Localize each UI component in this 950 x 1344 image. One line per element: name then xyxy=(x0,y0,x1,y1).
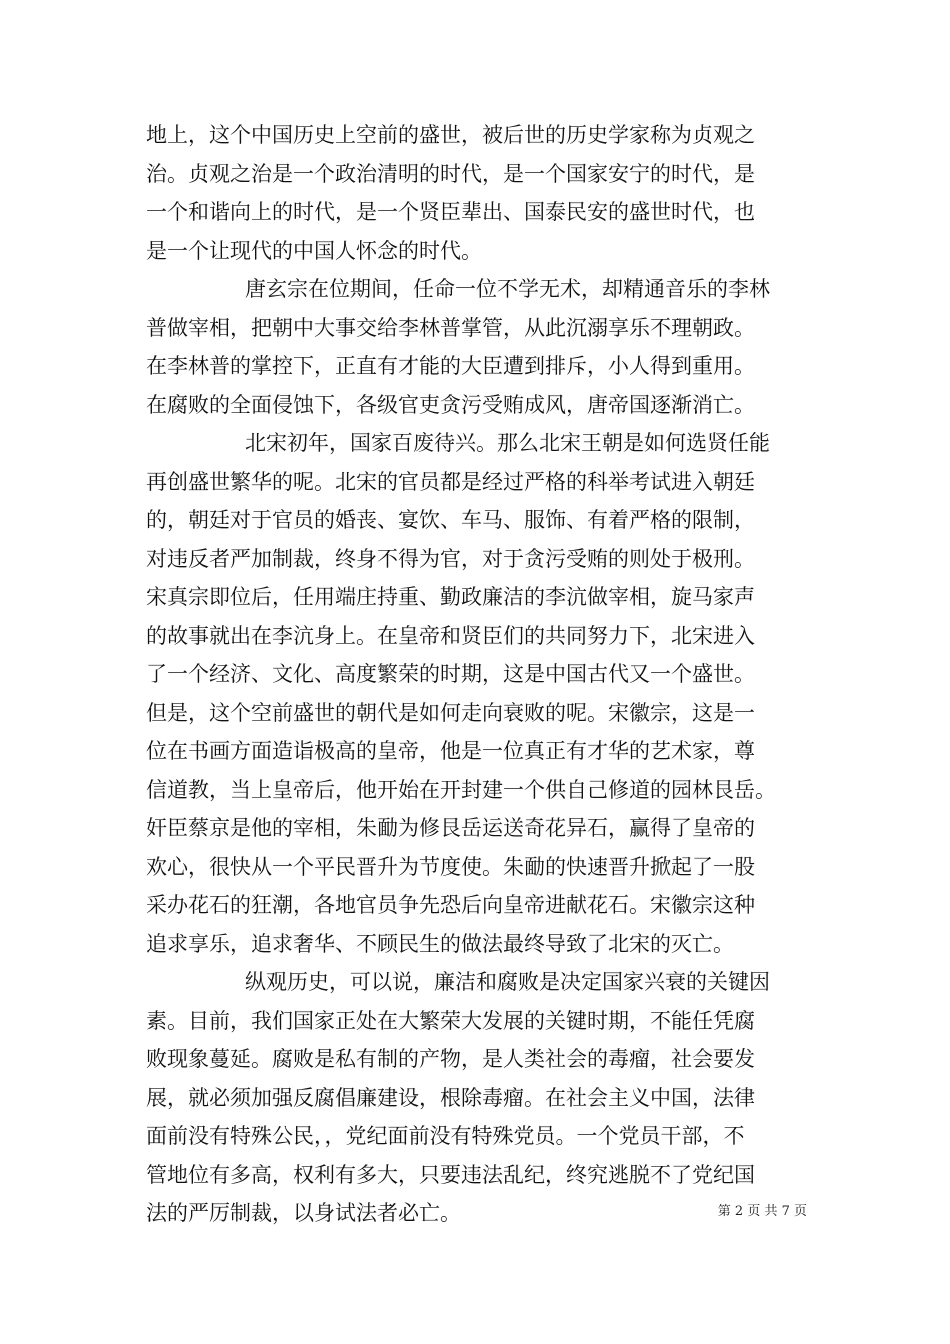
text-line: 普做宰相，把朝中大事交给李林普掌管，从此沉溺享乐不理朝政。 xyxy=(146,315,755,340)
text-line: 位在书画方面造诣极高的皇帝，他是一位真正有才华的艺术家，尊 xyxy=(146,739,755,763)
text-line: 管地位有多高，权利有多大，只要违法乱纪，终究逃脱不了党纪国 xyxy=(146,1162,755,1187)
text-line: 的，朝廷对于官员的婚丧、宴饮、车马、服饰、有着严格的限制， xyxy=(146,508,755,532)
text-line: 展，就必须加强反腐倡廉建设，根除毒瘤。在社会主义中国，法律 xyxy=(146,1085,755,1110)
text-line: 奸臣蔡京是他的宰相，朱勔为修艮岳运送奇花异石，赢得了皇帝的 xyxy=(146,816,755,840)
text-line: 纵观历史，可以说，廉洁和腐败是决定国家兴衰的关键因 xyxy=(245,970,770,994)
text-line: 治。贞观之治是一个政治清明的时代，是一个国家安宁的时代，是 xyxy=(146,161,755,186)
text-line: 欢心，很快从一个平民晋升为节度使。朱勔的快速晋升掀起了一股 xyxy=(146,854,755,879)
text-line: 法的严厉制裁，以身试法者必亡。 xyxy=(146,1201,461,1225)
paragraph xyxy=(146,424,808,963)
paragraph xyxy=(146,963,808,1233)
text-line: 信道教，当上皇帝后，他开始在开封建一个供自己修道的园林艮岳。 xyxy=(146,777,776,802)
text-line: 在李林普的掌控下，正直有才能的大臣遭到排斥，小人得到重用。 xyxy=(146,354,755,378)
text-line: 地上，这个中国历史上空前的盛世，被后世的历史学家称为贞观之 xyxy=(146,123,755,147)
text-line: 的故事就出在李沆身上。在皇帝和贤臣们的共同努力下，北宋进入 xyxy=(146,623,755,648)
text-line: 采办花石的狂潮，各地官员争先恐后向皇帝进献花石。宋徽宗这种 xyxy=(146,893,755,917)
text-line: 素。目前，我们国家正处在大繁荣大发展的关键时期，不能任凭腐 xyxy=(146,1008,755,1033)
paragraph xyxy=(146,116,808,270)
text-line: 北宋初年，国家百废待兴。那么北宋王朝是如何选贤任能 xyxy=(245,431,770,455)
text-line: 宋真宗即位后，任用端庄持重、勤政廉洁的李沆做宰相，旋马家声 xyxy=(146,585,755,609)
paragraph xyxy=(146,270,808,424)
text-line: 败现象蔓延。腐败是私有制的产物，是人类社会的毒瘤，社会要发 xyxy=(146,1047,755,1071)
text-line: 但是，这个空前盛世的朝代是如何走向衰败的呢。宋徽宗，这是一 xyxy=(146,700,755,725)
text-line: 唐玄宗在位期间，任命一位不学无术，却精通音乐的李林 xyxy=(245,277,770,301)
text-line: 在腐败的全面侵蚀下，各级官吏贪污受贿成风，唐帝国逐渐消亡。 xyxy=(146,392,755,417)
text-line: 是一个让现代的中国人怀念的时代。 xyxy=(146,238,482,263)
text-line: 一个和谐向上的时代，是一个贤臣辈出、国泰民安的盛世时代，也 xyxy=(146,200,755,224)
text-line: 追求享乐，追求奢华、不顾民生的做法最终导致了北宋的灭亡。 xyxy=(146,931,734,956)
page-number-footer: 第 2 页 共 7 页 xyxy=(717,1204,807,1219)
text-line: 面前没有特殊公民，，党纪面前没有特殊党员。一个党员干部，不 xyxy=(146,1124,745,1148)
text-line: 对违反者严加制裁，终身不得为官，对于贪污受贿的则处于极刑。 xyxy=(146,546,755,571)
document-body xyxy=(146,116,808,1233)
text-line: 再创盛世繁华的呢。北宋的官员都是经过严格的科举考试进入朝廷 xyxy=(146,469,755,494)
text-line: 了一个经济、文化、高度繁荣的时期，这是中国古代又一个盛世。 xyxy=(146,662,755,686)
